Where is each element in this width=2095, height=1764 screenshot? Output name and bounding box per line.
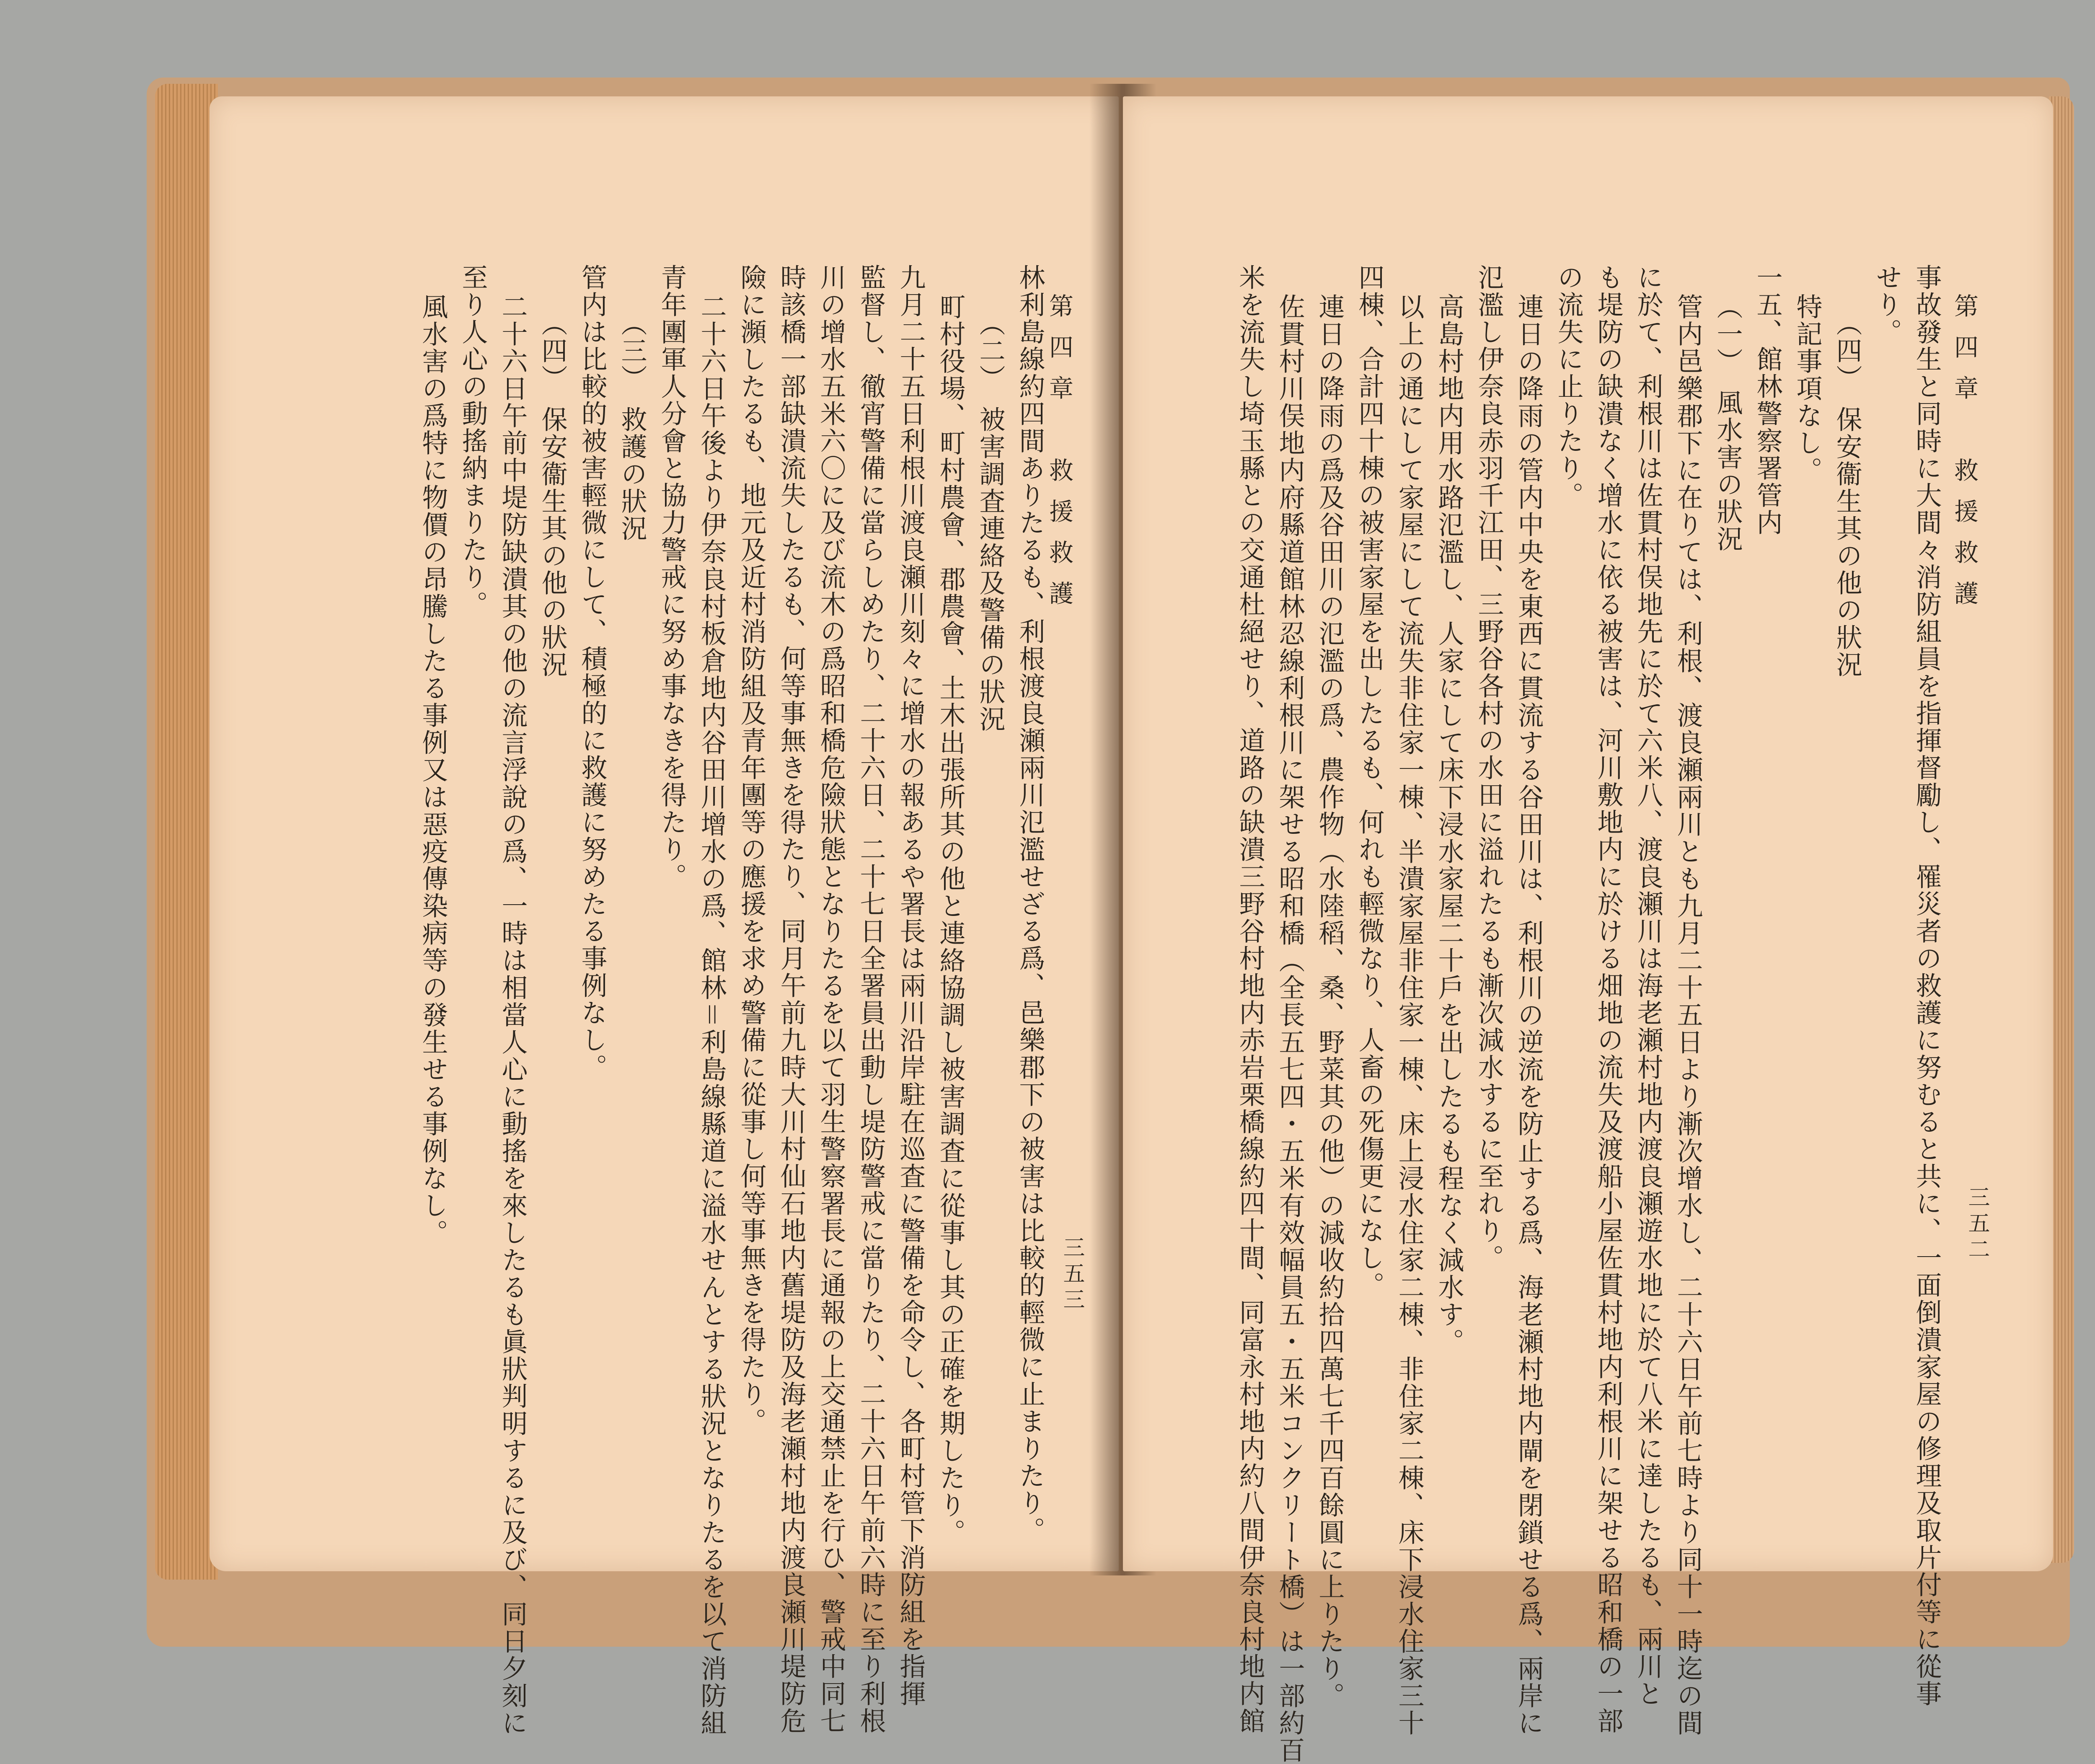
left-line-3: 町村役場、町村農會、郡農會、土木出張所其の他と連絡協調し被害調査に從事し其の正確を期したり。 [935, 293, 966, 1546]
left-line-7: 時該橋一部缺潰流失したるも、何等事無きを得たり、同月午前九時大川村仙石地内舊堤防及海老瀬村地内渡良瀬川堤防危 [776, 264, 807, 1735]
right-line-16: 連日の降雨の爲及谷田川の氾濫の爲、農作物（水陸稻、桑、野菜其の他）の減收約拾四萬七千四百餘圓に上りたり。 [1314, 293, 1345, 1710]
right-line-18: 米を流失し埼玉縣との交通杜絕せり、道路の缺潰三野谷村地内赤岩栗橋線約四十間、同富永村地内約八間伊奈良村地内館 [1235, 264, 1265, 1735]
right-line-8: に於て、利根川は佐貫村俣地先に於て六米八、渡良瀬川は海老瀬村地内渡良瀬遊水地に於て八米に達したるも、兩川と [1633, 264, 1663, 1707]
right-line-9: も堤防の缺潰なく增水に依る被害は、河川敷地内に於ける畑地の流失及渡船小屋佐貫村地内利根川に架せる昭和橋の一部 [1593, 264, 1624, 1735]
left-line-1: 林利島線約四間ありたるも、利根渡良瀬兩川氾濫せざる爲、邑樂郡下の被害は比較的輕微に止まりたり。 [1015, 264, 1045, 1544]
right-line-1: 事故發生と同時に大間々消防組員を指揮督勵し、罹災者の救護に努むると共に、一面倒潰家屋の修理及取片付等に從事 [1911, 264, 1942, 1707]
right-line-6: （一） 風水害の狀況 [1712, 293, 1743, 553]
right-line-5: 一五、館林警察署管内 [1752, 264, 1783, 536]
right-line-7: 管内邑樂郡下に在りては、利根、渡良瀬兩川とも九月二十五日より漸次增水し、二十六日午前七時より同十一時迄の間 [1673, 293, 1703, 1737]
left-line-2: （二） 被害調査連絡及警備の狀況 [975, 310, 1006, 733]
right-line-11: 連日の降雨の管内中央を東西に貫流する谷田川は、利根川の逆流を防止する爲、海老瀬村地内閘を閉鎖せる爲、兩岸に [1513, 293, 1544, 1737]
left-page-header: 第四章 救援救護 [1045, 293, 1073, 622]
right-page-number: 三五二 [1964, 1186, 1989, 1264]
left-line-4: 九月二十五日利根川渡良瀬川刻々に增水の報あるや署長は兩川沿岸駐在巡査に警備を命令し、各町村管下消防組を指揮 [895, 264, 926, 1707]
left-page [210, 96, 1119, 1737]
left-line-14: 二十六日午前中堤防缺潰其の他の流言浮說の爲、一時は相當人心に動搖を來したるも眞狀判明するに及び、同日夕刻に [497, 293, 528, 1737]
left-line-15: 至り人心の動搖納まりたり。 [458, 264, 488, 618]
left-line-12: 管内は比較的被害輕微にして、積極的に救護に努めたる事例なし。 [577, 264, 608, 1081]
right-line-4: 特記事項なし。 [1792, 293, 1823, 484]
right-line-15: 四棟、合計四十棟の被害家屋を出したるも、何れも輕微なり、人畜の死傷更になし。 [1354, 264, 1385, 1299]
left-line-16: 風水害の爲特に物價の昂騰したる事例又は惡疫傳染病等の發生せる事例なし。 [418, 293, 448, 1247]
left-page-number: 三五三 [1059, 1236, 1084, 1314]
left-line-9: 二十六日午後より伊奈良村板倉地内谷田川增水の爲、館林＝利島線縣道に溢水せんとする狀況となりたるを以て消防組 [696, 293, 727, 1737]
left-line-6: 川の增水五米六〇に及び流木の爲昭和橋危險狀態となりたるを以て羽生警察署長に通報の上交通禁止を行ひ、警戒中同七 [816, 264, 846, 1735]
right-page-header: 第四章 救援救護 [1950, 293, 1979, 622]
right-line-10: の流失に止りたり。 [1553, 264, 1584, 509]
left-line-5: 監督し、徹宵警備に當らしめたり、二十六日、二十七日全署員出動し堤防警戒に當りたり、二十六日午前六時に至り利根 [856, 264, 886, 1735]
right-page [1123, 96, 2053, 1764]
left-line-11: （三） 救護の狀況 [617, 310, 647, 542]
left-line-8: 險に瀕したるも、地元及近村消防組及青年團等の應援を求め警備に從事し何等事無きを得たり。 [736, 264, 767, 1435]
right-line-12: 氾濫し伊奈良赤羽千江田、三野谷各村の水田に溢れたるも漸次減水するに至れり。 [1474, 264, 1504, 1272]
right-line-13: 高島村地内用水路氾濫し、人家にして床下浸水家屋二十戶を出したるも程なく減水す。 [1434, 293, 1464, 1355]
right-line-14: 以上の通にして家屋にして流失非住家一棟、半潰家屋非住家一棟、床上浸水住家二棟、非住家二棟、床下浸水住家三十 [1394, 293, 1425, 1737]
page-edges-left [155, 84, 218, 1580]
left-line-10: 青年團軍人分會と協力警戒に努め事なきを得たり。 [657, 264, 687, 890]
right-line-2: せり。 [1872, 264, 1902, 346]
right-line-3: （四） 保安衞生其の他の狀況 [1832, 310, 1862, 678]
left-line-13: （四） 保安衞生其の他の狀況 [537, 310, 568, 678]
right-line-17: 佐貫村川俣地内府縣道館林忍線利根川に架せる昭和橋（全長五七四・五米有效幅員五・五米コンクリート橋）は一部約百 [1275, 293, 1305, 1764]
